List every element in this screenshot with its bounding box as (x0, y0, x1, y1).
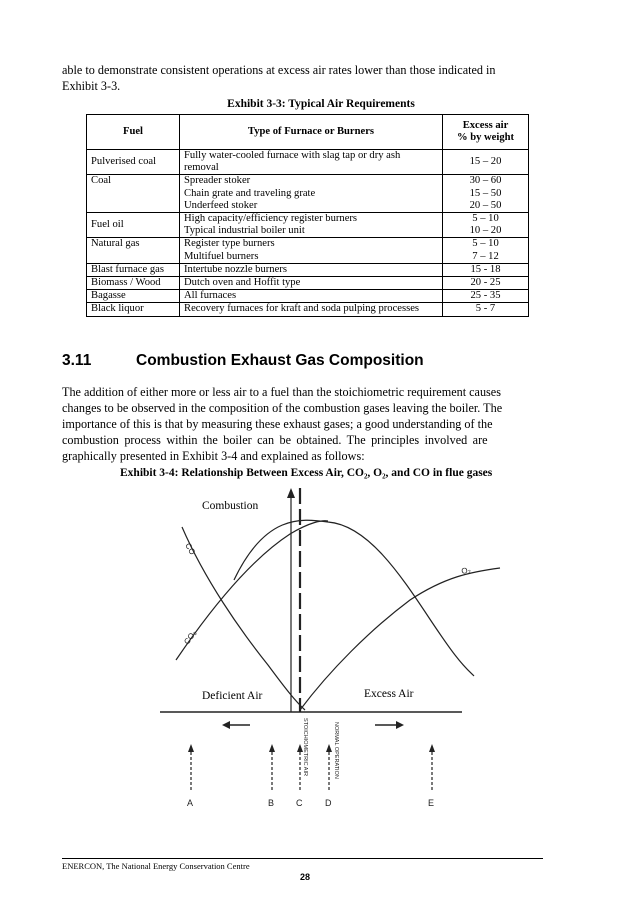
furnace-line: removal (184, 162, 219, 174)
co-curve (182, 527, 305, 710)
furnace-line: Multifuel burners (184, 250, 259, 262)
furnace-line: High capacity/efficiency register burners (184, 213, 358, 225)
body-line: importance of this is that by measuring these exhaust gases; a good understanding of the (62, 417, 493, 431)
excess-value: 15 - 18 (470, 263, 501, 275)
combustion-curve (234, 520, 474, 676)
combustion-label: Combustion (202, 500, 259, 512)
point-a-label: A (187, 798, 194, 808)
o2-label: O₂ (460, 565, 472, 576)
intro-line: able to demonstrate consistent operations at excess air rates lower than those indicated in (62, 63, 496, 77)
furnace-line: Fully water-cooled furnace with slag tap or dry ash (184, 150, 401, 161)
excess-value: 5 – 10 (472, 213, 499, 225)
header-excess-line1: Excess air (462, 119, 509, 131)
furnace-line: Spreader stoker (184, 175, 251, 187)
fuel-cell: Pulverised coal (87, 150, 180, 175)
point-c-label: C (296, 798, 303, 808)
arrow-left-icon (222, 721, 230, 729)
arrow-up-icon (269, 744, 275, 752)
body-line: combustion process within the boiler can be obtained. The principles involved are (62, 433, 488, 447)
excess-value: 5 – 10 (472, 238, 499, 250)
arrow-up-icon (429, 744, 435, 752)
arrow-up-icon (287, 488, 295, 498)
footer-rule (62, 858, 543, 859)
co2-curve (176, 521, 328, 660)
body-line: The addition of either more or less air to a fuel than the stoichiometric requirement causes (62, 385, 501, 399)
fuel-cell: Fuel oil (87, 213, 180, 238)
fuel-cell: Biomass / Wood (87, 277, 180, 290)
excess-value: 20 – 50 (469, 199, 502, 211)
section-title: Combustion Exhaust Gas Composition (136, 352, 424, 369)
excess-value: 15 – 20 (469, 156, 502, 168)
arrow-up-icon (188, 744, 194, 752)
exhibit-3-3-caption: Exhibit 3-3: Typical Air Requirements (227, 98, 415, 110)
excess-value: 7 – 12 (472, 250, 499, 262)
co2-label: CO₂ (182, 628, 199, 647)
co-label: CO (183, 541, 198, 557)
header-excess-line2: % by weight (456, 132, 515, 143)
stoichiometric-label: STOICHIOMETRIC AIR (302, 718, 308, 776)
furnace-line: Underfeed stoker (184, 199, 258, 211)
arrow-up-icon (326, 744, 332, 752)
point-d-label: D (325, 798, 332, 808)
excess-value: 30 – 60 (469, 175, 502, 187)
deficient-air-label: Deficient Air (202, 690, 263, 702)
section-number: 3.11 (62, 352, 92, 369)
page-number: 28 (300, 872, 311, 882)
footer-org: ENERCON, The National Energy Conservation Centre (62, 861, 250, 871)
excess-value: 5 - 7 (475, 303, 496, 315)
fuel-cell: Natural gas (87, 238, 180, 263)
normal-operation-label: NORMAL OPERATION (333, 722, 339, 779)
arrow-right-icon (396, 721, 404, 729)
fuel-cell: Bagasse (87, 290, 180, 303)
excess-value: 10 – 20 (469, 225, 502, 237)
body-line: graphically presented in Exhibit 3-4 and explained as follows: (62, 449, 365, 463)
bottom-arrows (188, 744, 435, 790)
body-line: changes to be observed in the composition of the combustion gases leaving the boiler. The (62, 401, 503, 415)
furnace-line: All furnaces (184, 290, 237, 302)
fuel-cell: Blast furnace gas (87, 263, 180, 276)
excess-value: 20 - 25 (470, 277, 501, 289)
furnace-line: Dutch oven and Hoffit type (184, 277, 301, 289)
furnace-line: Typical industrial boiler unit (184, 225, 305, 237)
excess-value: 15 – 50 (469, 187, 502, 199)
excess-value: 25 - 35 (470, 290, 501, 302)
excess-air-label: Excess Air (364, 688, 414, 700)
intro-line: Exhibit 3-3. (62, 79, 121, 93)
furnace-line: Intertube nozzle burners (184, 263, 287, 275)
header-furnace: Type of Furnace or Burners (180, 115, 443, 150)
exhibit-3-4-caption: Exhibit 3-4: Relationship Between Excess Air, CO₂, O₂, and CO in flue gases (120, 467, 493, 479)
fuel-cell: Coal (87, 175, 180, 213)
header-fuel: Fuel (87, 115, 180, 150)
point-b-label: B (268, 798, 275, 808)
fuel-cell: Black liquor (87, 303, 180, 316)
furnace-line: Chain grate and traveling grate (184, 187, 316, 199)
furnace-line: Recovery furnaces for kraft and soda pulping processes (184, 303, 420, 315)
furnace-line: Register type burners (184, 238, 275, 250)
point-e-label: E (428, 798, 435, 808)
